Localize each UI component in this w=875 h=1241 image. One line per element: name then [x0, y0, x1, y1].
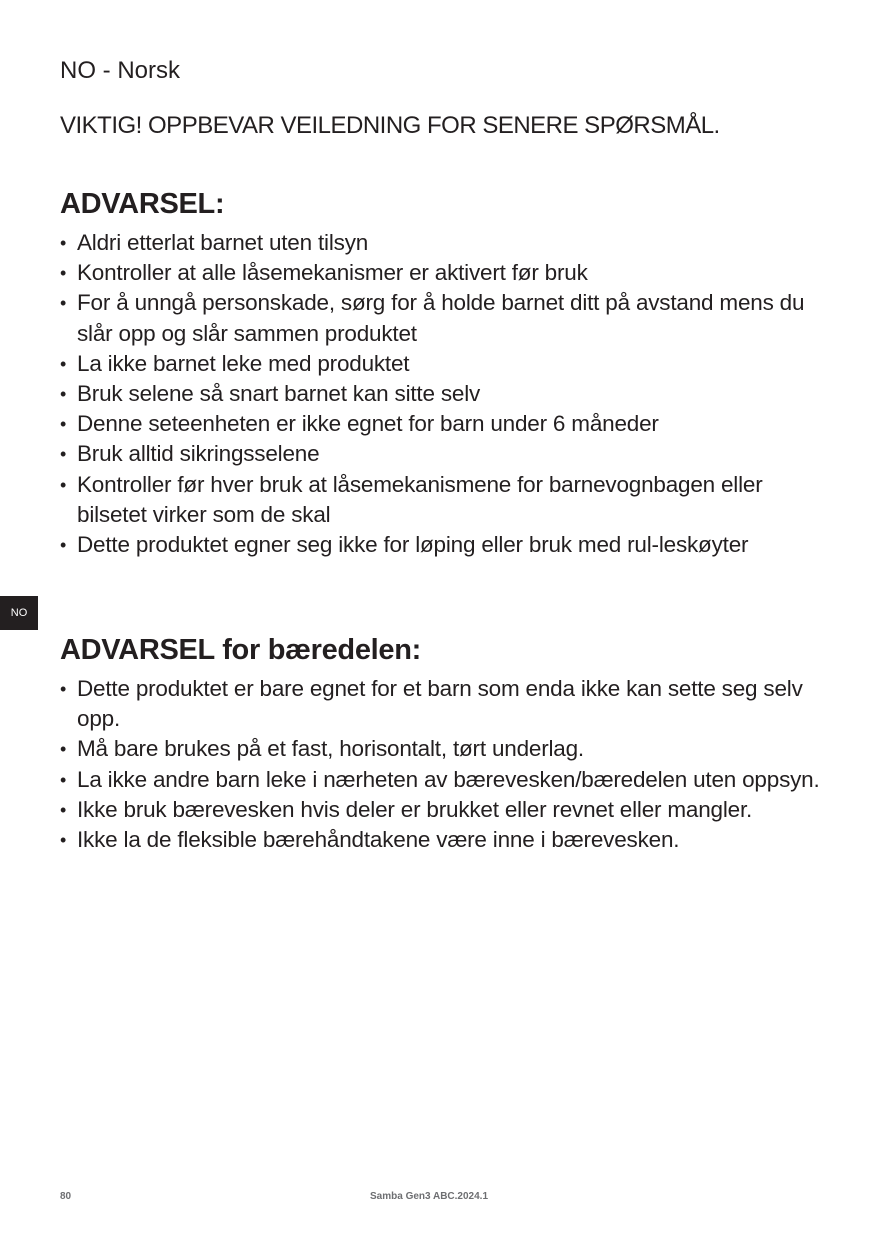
warnings-section [60, 186, 830, 560]
bullet-icon: • [60, 474, 67, 495]
bullet-icon: • [60, 830, 67, 851]
carrycot-warnings-section [60, 632, 830, 855]
bullet-icon: • [60, 233, 67, 253]
bullet-icon: • [60, 353, 67, 374]
bullet-icon: • [60, 384, 67, 405]
bullet-icon: • [60, 293, 67, 314]
list-item: • Bruk selene så snart barnet kan sitte selv [60, 379, 830, 409]
list-item: • Ikke bruk bærevesken hvis deler er brukket eller revnet eller mangler. [60, 795, 830, 825]
list-item: • Ikke la de fleksible bærehåndtakene være inne i bærevesken. [60, 825, 830, 855]
bullet-icon: • [60, 535, 67, 556]
language-title: NO - Norsk [60, 57, 180, 84]
list-item: • La ikke barnet leke med produktet [60, 349, 830, 379]
bullet-icon: • [60, 739, 67, 760]
warnings-heading: ADVARSEL: [60, 188, 225, 220]
bullet-icon: • [60, 679, 67, 699]
carrycot-warnings-heading: ADVARSEL for bæredelen: [60, 634, 422, 666]
important-notice: VIKTIG! OPPBEVAR VEILEDNING FOR SENERE SPØRSMÅL. [60, 112, 720, 139]
document-id: Samba Gen3 ABC.2024.1 [370, 1191, 489, 1202]
page-number: 80 [60, 1191, 72, 1202]
bullet-icon: • [60, 414, 67, 435]
list-item: • Denne seteenheten er ikke egnet for barn under 6 måneder [60, 409, 830, 439]
list-item: • For å unngå personskade, sørg for å holde barnet ditt på avstand mens du slår opp og slår sammen produktet [60, 290, 805, 346]
list-item: • Må bare brukes på et fast, horisontalt, tørt underlag. [60, 734, 830, 764]
list-item: • Dette produktet er bare egnet for et barn som enda ikke kan sette seg selv opp. [60, 676, 803, 732]
bullet-icon: • [60, 799, 67, 820]
list-item: • La ikke andre barn leke i nærheten av bærevesken/bæredelen uten oppsyn. [60, 765, 830, 795]
language-side-tab: NO [0, 596, 38, 630]
carrycot-warnings-list [60, 674, 830, 855]
warnings-list [60, 228, 830, 560]
bullet-icon: • [60, 769, 67, 790]
list-item: • Dette produktet egner seg ikke for løping eller bruk med rul-leskøyter [60, 530, 830, 560]
list-item: • Kontroller at alle låsemekanismer er aktivert før bruk [60, 258, 830, 288]
list-item: • Bruk alltid sikringsselene [60, 439, 830, 469]
list-item: • Aldri etterlat barnet uten tilsyn [60, 228, 830, 258]
bullet-icon: • [60, 263, 67, 284]
list-item: • Kontroller før hver bruk at låsemekanismene for barnevognbagen eller bilsetet virker som de skal [60, 471, 763, 527]
bullet-icon: • [60, 444, 67, 465]
